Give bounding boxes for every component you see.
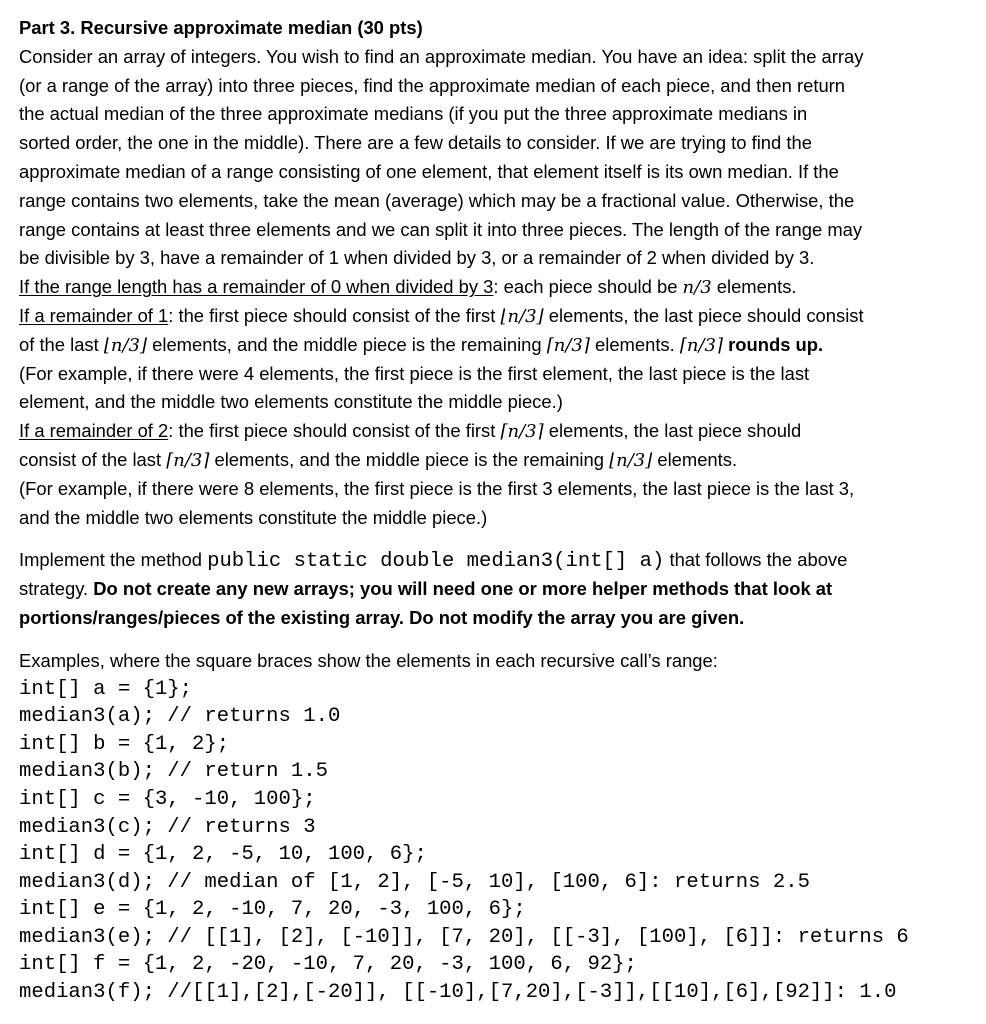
examples-intro: Examples, where the square braces show the elements in each recursive call’s range: xyxy=(19,649,718,671)
code-line: median3(d); // median of [1, 2], [-5, 10], [100, 6]: returns 2.5 xyxy=(19,870,810,894)
code-line: int[] b = {1, 2}; xyxy=(19,732,230,756)
code-line: int[] c = {3, -10, 100}; xyxy=(19,787,316,811)
code-line: median3(c); // returns 3 xyxy=(19,815,316,839)
example-note: (For example, if there were 8 elements, the first piece is the first 3 elements, the last piece is the last 3, xyxy=(19,477,855,499)
math-expression: ⌊n/3⌋ xyxy=(500,305,544,327)
implement-instruction: Implement the method public static double median3(int[] a) that follows the above xyxy=(19,549,848,574)
code-examples xyxy=(19,676,974,1007)
code-line: median3(e); // [[1], [2], [-10]], [7, 20], [[-3], [100], [6]]: returns 6 xyxy=(19,925,909,949)
case-remainder-2: If a remainder of 2: the first piece should consist of the first ⌈n/3⌉ elements, the last piece should xyxy=(19,420,802,443)
math-expression: n/3 xyxy=(682,277,712,299)
math-expression: ⌈n/3⌉ xyxy=(166,449,210,471)
emphasis-text: rounds up xyxy=(723,333,819,355)
intro-paragraph xyxy=(19,43,974,273)
code-line: int[] d = {1, 2, -5, 10, 100, 6}; xyxy=(19,843,427,867)
paragraph-line: Consider an array of integers. You wish to find an approximate median. You have an idea: split the array xyxy=(19,45,864,67)
paragraph-line: sorted order, the one in the middle). There are a few details to consider. If we are trying to find the xyxy=(19,132,812,154)
method-signature: public static double median3(int[] a) xyxy=(207,550,665,574)
code-line: int[] a = {1}; xyxy=(19,677,193,701)
math-expression: ⌊n/3⌋ xyxy=(103,334,148,356)
code-line: median3(a); // returns 1.0 xyxy=(19,705,341,729)
paragraph-line: range contains two elements, take the mean (average) which may be a fractional value. Otherwise, the xyxy=(19,189,855,211)
example-note: element, and the middle two elements constitute the middle piece.) xyxy=(19,391,563,413)
example-note: (For example, if there were 4 elements, the first piece is the first element, the last piece is the last xyxy=(19,362,810,384)
emphasis-text: Do not create any new arrays; you will need one or more helper methods that look at xyxy=(93,578,833,600)
code-line: median3(b); // return 1.5 xyxy=(19,760,328,784)
case-heading: If the range length has a remainder of 0 when divided by 3 xyxy=(19,276,494,298)
example-note: and the middle two elements constitute the middle piece.) xyxy=(19,506,488,528)
math-expression: ⌈n/3⌉ xyxy=(500,421,544,443)
paragraph-line: be divisible by 3, have a remainder of 1 when divided by 3, or a remainder of 2 when divided by 3. xyxy=(19,247,815,269)
case-heading: If a remainder of 2 xyxy=(19,420,169,442)
case-remainder-2-continued: consist of the last ⌈n/3⌉ elements, and the middle piece is the remaining ⌊n/3⌋ elements. xyxy=(19,448,738,471)
case-heading: If a remainder of 1 xyxy=(19,304,169,326)
math-expression: ⌈n/3⌉ xyxy=(546,334,590,356)
paragraph-line: the actual median of the three approximate medians (if you put the three approximate medians in xyxy=(19,103,808,125)
case-remainder-0: If the range length has a remainder of 0 when divided by 3: each piece should be n/3 elements. xyxy=(19,276,797,299)
emphasis-text: portions/ranges/pieces of the existing array. Do not modify the array you are given. xyxy=(19,606,745,628)
assignment-document xyxy=(19,14,974,1007)
case-remainder-1-continued: of the last ⌊n/3⌋ elements, and the middle piece is the remaining ⌈n/3⌉ elements. ⌈n/3⌉ rounds up. xyxy=(19,333,824,356)
paragraph-line: approximate median of a range consisting of one element, that element itself is its own median. If the xyxy=(19,160,839,182)
code-line: median3(f); //[[1],[2],[-20]], [[-10],[7,20],[-3]],[[10],[6],[92]]: 1.0 xyxy=(19,981,897,1005)
math-expression: ⌊n/3⌋ xyxy=(609,449,653,471)
code-line: int[] f = {1, 2, -20, -10, 7, 20, -3, 100, 6, 92}; xyxy=(19,953,637,977)
implement-instruction: strategy. Do not create any new arrays; you will need one or more helper methods that look at xyxy=(19,578,833,600)
math-expression: ⌈n/3⌉ xyxy=(679,334,723,356)
paragraph-line: (or a range of the array) into three pieces, find the approximate median of each piece, and then return xyxy=(19,74,846,96)
paragraph-line: range contains at least three elements and we can split it into three pieces. The length of the range may xyxy=(19,218,863,240)
code-line: int[] e = {1, 2, -10, 7, 20, -3, 100, 6}; xyxy=(19,898,526,922)
case-remainder-1: If a remainder of 1: the first piece should consist of the first ⌊n/3⌋ elements, the last piece should consist xyxy=(19,304,864,327)
section-title: Part 3. Recursive approximate median (30 pts) xyxy=(19,17,423,38)
